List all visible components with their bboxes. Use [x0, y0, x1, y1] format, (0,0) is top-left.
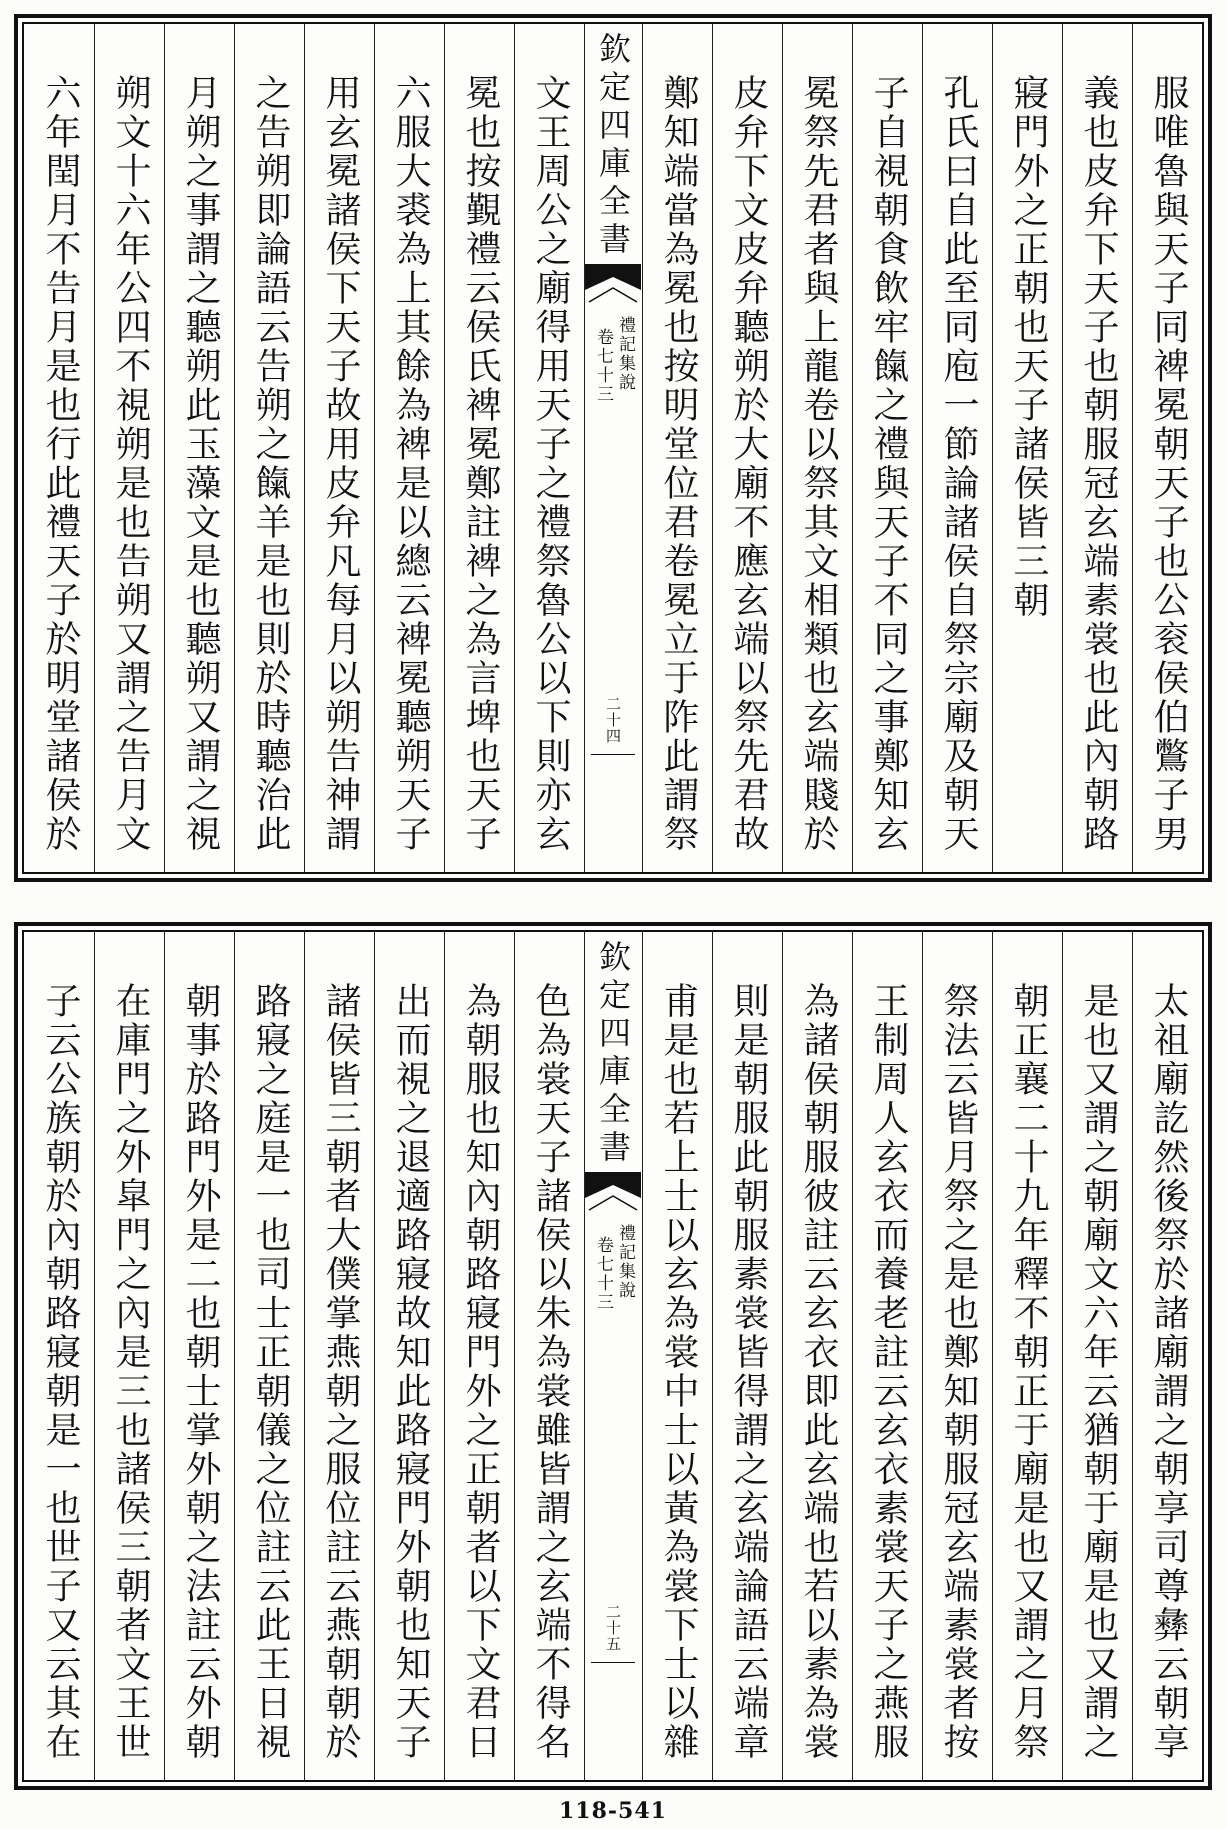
text-column: 子自視朝食飲牢餼之禮與天子不同之事鄭知玄	[852, 24, 922, 872]
page-number: 二十五	[604, 1604, 622, 1652]
text-column: 寢門外之正朝也天子諸侯皆三朝	[992, 24, 1062, 872]
text-column: 為朝服也知內朝路寢門外之正朝者以下文君日	[444, 932, 514, 1780]
text-column: 之告朔即論語云告朔之餼羊是也則於時聽治此	[234, 24, 304, 872]
page-panel-bottom	[14, 922, 1212, 1790]
page-number: 二十四	[604, 696, 622, 744]
text-column: 用玄冕諸侯下天子故用皮弁凡每月以朔告神謂	[304, 24, 374, 872]
text-column: 祭法云皆月祭之是也鄭知朝服冠玄端素裳者按	[922, 932, 992, 1780]
text-column: 為諸侯朝服彼註云玄衣即此玄端也若以素為裳	[782, 932, 852, 1780]
book-title: 禮記集說	[615, 316, 635, 392]
text-column: 六年閏月不告月是也行此禮天子於明堂諸侯於	[40, 74, 81, 854]
text-column: 皮弁下文皮弁聽朔於大廟不應玄端以祭先君故	[712, 24, 782, 872]
text-column: 路寢之庭是一也司士正朝儀之位註云此王日視	[234, 932, 304, 1780]
volume-label: 卷七十三	[593, 328, 613, 404]
collection-title: 欽定四庫全書	[594, 32, 632, 260]
center-column	[584, 932, 642, 1780]
volume-label: 卷七十三	[593, 1236, 613, 1312]
text-column: 文王周公之廟得用天子之禮祭魯公以下則亦玄	[514, 24, 584, 872]
text-column: 冕也按覲禮云侯氏裨冕鄭註裨之為言埤也天子	[444, 24, 514, 872]
text-column: 出而視之退適路寢故知此路寢門外朝也知天子	[374, 932, 444, 1780]
text-column: 在庫門之外皐門之內是三也諸侯三朝者文王世	[94, 932, 164, 1780]
fish-tail-ornament	[585, 1172, 641, 1216]
text-column: 六服大裘為上其餘為裨是以總云裨冕聽朔天子	[374, 24, 444, 872]
text-column: 義也皮弁下天子也朝服冠玄端素裳也此內朝路	[1062, 24, 1132, 872]
collection-title: 欽定四庫全書	[594, 940, 632, 1168]
fish-tail-ornament	[585, 264, 641, 308]
text-column: 朝正襄二十九年釋不朝正于廟是也又謂之月祭	[992, 932, 1062, 1780]
text-column: 月朔之事謂之聽朔此玉藻文是也聽朔又謂之視	[164, 24, 234, 872]
center-rule	[591, 1662, 635, 1663]
book-title: 禮記集說	[615, 1224, 635, 1300]
text-column: 甫是也若上士以玄為裳中士以黃為裳下士以雜	[642, 932, 712, 1780]
text-column: 是也又謂之朝廟文六年云猶朝于廟是也又謂之	[1062, 932, 1132, 1780]
center-rule	[591, 754, 635, 755]
folio-number: 118-541	[559, 1798, 667, 1824]
text-column: 冕祭先君者與上龍卷以祭其文相類也玄端賤於	[782, 24, 852, 872]
text-column: 朔文十六年公四不視朔是也告朔又謂之告月文	[94, 24, 164, 872]
text-column: 子云公族朝於內朝路寢朝是一也世子又云其在	[40, 982, 81, 1762]
text-column: 朝事於路門外是二也朝士掌外朝之法註云外朝	[164, 932, 234, 1780]
text-column: 色為裳天子諸侯以朱為裳雖皆謂之玄端不得名	[514, 932, 584, 1780]
text-column: 鄭知端當為冕也按明堂位君卷冕立于阼此謂祭	[642, 24, 712, 872]
text-frame	[22, 930, 1204, 1782]
text-frame	[22, 22, 1204, 874]
text-column: 孔氏曰自此至同庖一節論諸侯自祭宗廟及朝天	[922, 24, 992, 872]
text-column: 諸侯皆三朝者大僕掌燕朝之服位註云燕朝朝於	[304, 932, 374, 1780]
center-column	[584, 24, 642, 872]
text-column: 則是朝服此朝服素裳皆得謂之玄端論語云端章	[712, 932, 782, 1780]
page-panel-top	[14, 14, 1212, 882]
text-column: 太祖廟訖然後祭於諸廟謂之朝享司尊彝云朝享	[1132, 932, 1202, 1780]
text-column: 王制周人玄衣而養老註云玄衣素裳天子之燕服	[852, 932, 922, 1780]
text-column: 服唯魯與天子同裨冕朝天子也公衮侯伯鷩子男	[1132, 24, 1202, 872]
